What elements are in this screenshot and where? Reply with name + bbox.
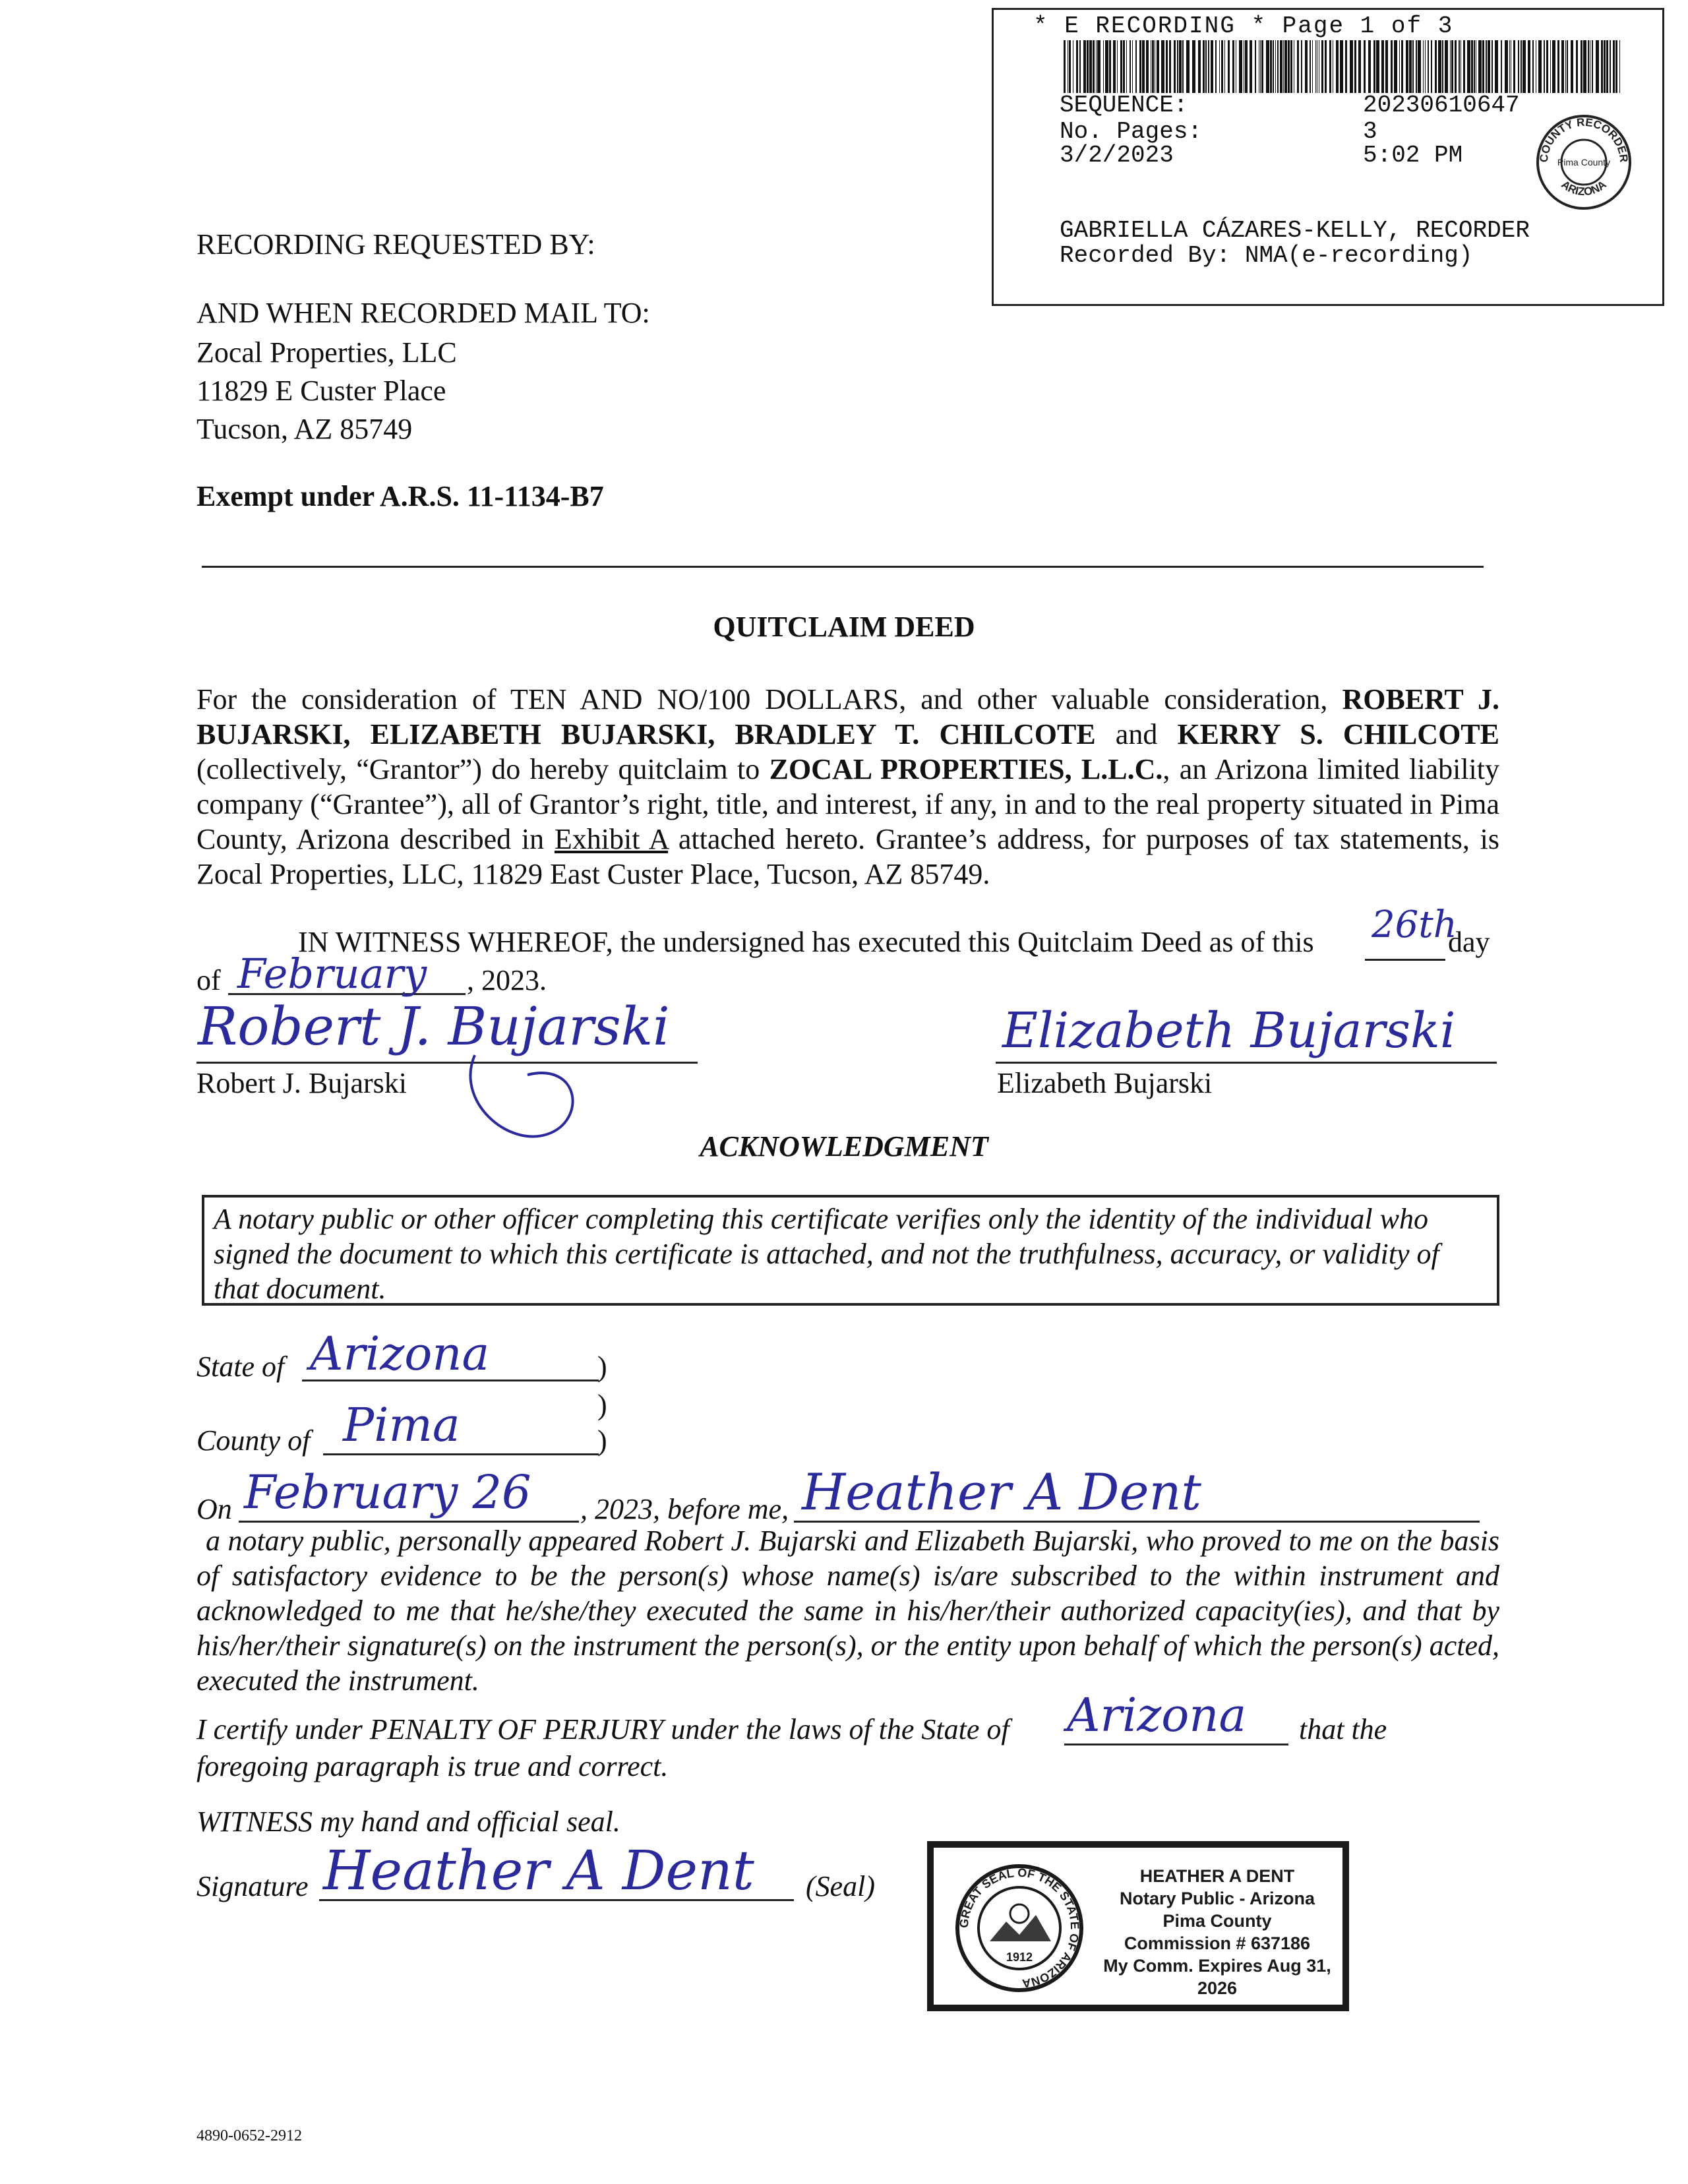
barcode-bar (1544, 40, 1545, 93)
barcode-bar (1613, 40, 1615, 93)
barcode-bar (1528, 40, 1530, 93)
barcode-bar (1336, 40, 1339, 93)
certify-text-b: that the (1299, 1713, 1387, 1745)
barcode-bar (1105, 40, 1108, 93)
header-divider (202, 566, 1484, 568)
before-me-text: , 2023, before me, (580, 1493, 789, 1525)
barcode-bar (1123, 40, 1125, 93)
barcode-bar (1518, 40, 1519, 93)
barcode-bar (1179, 40, 1182, 93)
barcode-bar (1126, 40, 1127, 93)
barcode-bar (1451, 40, 1453, 93)
barcode-bar (1280, 40, 1282, 93)
barcode-bar (1358, 40, 1361, 93)
barcode-bar (1310, 40, 1311, 93)
barcode-bar (1606, 40, 1608, 93)
notary-seal-commission: Commission # 637186 (1124, 1933, 1311, 1953)
on-date-handwritten: February 26 (244, 1465, 531, 1519)
barcode-bar (1221, 40, 1223, 93)
barcode-bar (1509, 40, 1510, 93)
barcode-bar (1588, 40, 1589, 93)
barcode-bar (1301, 40, 1302, 93)
barcode-bar (1538, 40, 1542, 93)
state-seal-year: 1912 (1006, 1951, 1033, 1964)
barcode-bar (1340, 40, 1343, 93)
county-handwritten: Pima (343, 1398, 460, 1452)
recording-date: 3/2/2023 (1060, 142, 1174, 169)
barcode-bar (1266, 40, 1269, 93)
barcode-bar (1239, 40, 1242, 93)
barcode-bar (1442, 40, 1443, 93)
barcode-bar (1208, 40, 1209, 93)
barcode-bar (1406, 40, 1408, 93)
barcode-bar (1142, 40, 1145, 93)
barcode-bar (1522, 40, 1526, 93)
barcode-bar (1325, 40, 1327, 93)
barcode-bar (1321, 40, 1323, 93)
recording-stamp-box (992, 8, 1664, 306)
barcode-bar (1438, 40, 1441, 93)
barcode-bar (1113, 40, 1116, 93)
barcode-bar (1260, 40, 1261, 93)
barcode-bar (1354, 40, 1356, 93)
county-paren: ) (597, 1424, 607, 1457)
barcode-bar (1177, 40, 1178, 93)
notary-seal-name: HEATHER A DENT (1139, 1866, 1295, 1886)
barcode-bar (1601, 40, 1603, 93)
consideration-text-4: attached hereto. Grantee’s address, for purposes of tax statements, is Zocal Properties, LLC, 11829 East Custer Place, Tucson, AZ 85749. (196, 823, 1499, 890)
barcode-bar (1232, 40, 1234, 93)
barcode-bar (1604, 40, 1606, 93)
barcode-bar (1592, 40, 1593, 93)
barcode-bar (1211, 40, 1213, 93)
barcode-bar (1521, 40, 1522, 93)
barcode-bar (1275, 40, 1276, 93)
notary-signature-handwritten: Heather A Dent (323, 1840, 754, 1902)
venue-paren: ) (597, 1389, 607, 1421)
grantor-names: ROBERT J. BUJARSKI, ELIZABETH BUJARSKI, BRADLEY T. CHILCOTE (196, 683, 1499, 750)
svg-text:ARIZONA (1559, 178, 1608, 198)
barcode-bar (1474, 40, 1475, 93)
barcode-bar (1290, 40, 1292, 93)
barcode-bar (1096, 40, 1097, 93)
barcode-bar (1350, 40, 1353, 93)
day-line (1365, 959, 1445, 961)
barcode-bar (1329, 40, 1331, 93)
barcode-bar (1546, 40, 1548, 93)
state-label: State of (196, 1350, 285, 1383)
barcode-bar (1174, 40, 1176, 93)
barcode-bar (1166, 40, 1168, 93)
barcode-bar (1492, 40, 1493, 93)
barcode-bar (1186, 40, 1190, 93)
consideration-and: and (1095, 718, 1178, 750)
document-code: 4890-0652-2912 (196, 2127, 302, 2144)
barcode-bar (1093, 40, 1095, 93)
grantee-name: ZOCAL PROPERTIES, L.L.C. (769, 753, 1163, 785)
barcode-bar (1284, 40, 1287, 93)
exempt-statement: Exempt under A.R.S. 11-1134-B7 (196, 480, 604, 512)
barcode-bar (1255, 40, 1256, 93)
notary-seal-title: Notary Public - Arizona (1119, 1889, 1315, 1908)
barcode-bar (1450, 40, 1451, 93)
barcode-bar (1277, 40, 1279, 93)
sequence-value: 20230610647 (1363, 92, 1520, 119)
notary-seal-text (1092, 1865, 1342, 1999)
day-handwritten: 26th (1372, 903, 1457, 946)
county-seal-center: Pima County (1557, 157, 1611, 167)
grantor-4-name: KERRY S. CHILCOTE (1177, 718, 1500, 750)
barcode-bar (1571, 40, 1573, 93)
barcode-bar (1416, 40, 1417, 93)
barcode-bar (1120, 40, 1122, 93)
witness-clause-text: IN WITNESS WHEREOF, the undersigned has executed this Quitclaim Deed as of this (298, 926, 1314, 958)
barcode-bar (1312, 40, 1313, 93)
barcode-bar (1550, 40, 1551, 93)
barcode-bar (1459, 40, 1460, 93)
barcode-bar (1215, 40, 1217, 93)
barcode-bar (1152, 40, 1154, 93)
recording-requested-by: RECORDING REQUESTED BY: (196, 228, 595, 260)
barcode-bar (1381, 40, 1384, 93)
barcode-bar (1079, 40, 1081, 93)
recorder-name: GABRIELLA CÁZARES-KELLY, RECORDER (1060, 217, 1530, 244)
barcode-bar (1576, 40, 1578, 93)
notary-name-handwritten: Heather A Dent (802, 1463, 1201, 1521)
barcode-bar (1501, 40, 1502, 93)
barcode-bar (1139, 40, 1141, 93)
barcode-bar (1615, 40, 1617, 93)
barcode-bar (1409, 40, 1412, 93)
barcode-bar (1455, 40, 1457, 93)
barcode-bar (1423, 40, 1424, 93)
barcode-bar (1198, 40, 1201, 93)
barcode-bar (1270, 40, 1272, 93)
barcode-bar (1103, 40, 1104, 93)
barcode-bar (1076, 40, 1078, 93)
barcode-bar (1161, 40, 1164, 93)
on-date-line (239, 1521, 579, 1523)
barcode-bar (1182, 40, 1184, 93)
signature-line-right (996, 1062, 1497, 1064)
barcode-bar (1083, 40, 1086, 93)
pages-value: 3 (1363, 118, 1377, 145)
signature-line-left (196, 1062, 698, 1064)
barcode-bar (1345, 40, 1347, 93)
barcode-bar (1297, 40, 1299, 93)
barcode-bar (1565, 40, 1566, 93)
signer-name-right: Elizabeth Bujarski (997, 1067, 1213, 1099)
barcode-bar (1288, 40, 1290, 93)
consideration-text-1: For the consideration of TEN AND NO/100 DOLLARS, and other valuable consideration, (196, 683, 1342, 715)
day-label: day (1448, 926, 1490, 958)
barcode-bar (1488, 40, 1490, 93)
county-recorder-seal (1534, 113, 1633, 212)
barcode-bar (1583, 40, 1586, 93)
barcode-bar (1087, 40, 1089, 93)
state-handwritten: Arizona (310, 1327, 490, 1381)
barcode-bar (1250, 40, 1252, 93)
barcode-bar (1219, 40, 1220, 93)
acknowledgment-notice-text: A notary public or other officer completing this certificate verifies only the identity of the individual who signed the document to which this certificate is attached, and not the truthfulness, accuracy, or validity of that document. (214, 1203, 1439, 1305)
barcode-bar (1157, 40, 1159, 93)
notary-seal-stamp (927, 1841, 1349, 2011)
barcode-bar (1169, 40, 1171, 93)
barcode-bar (1471, 40, 1473, 93)
state-seal-ring-text: GREAT SEAL OF THE STATE OF ARIZONA (957, 1866, 1082, 1991)
seal-label: (Seal) (806, 1870, 876, 1902)
barcode-bar (1399, 40, 1400, 93)
sequence-label: SEQUENCE: (1060, 92, 1188, 119)
barcode-bar (1203, 40, 1205, 93)
certify-text-a: I certify under PENALTY OF PERJURY under the laws of the State of (196, 1713, 1010, 1745)
barcode-bar (1401, 40, 1403, 93)
barcode-bar (1581, 40, 1582, 93)
signature-left-handwritten: Robert J. Bujarski (198, 996, 670, 1057)
certify-state-handwritten: Arizona (1067, 1688, 1247, 1742)
barcode-bar (1428, 40, 1429, 93)
barcode-bar (1567, 40, 1568, 93)
mail-address-line-2: 11829 E Custer Place (196, 375, 446, 407)
barcode-bar (1192, 40, 1195, 93)
acknowledgment-body: a notary public, personally appeared Robert J. Bujarski and Elizabeth Bujarski, who proved to me on the basis of satisfactory evidence to be the person(s) whose name(s) is/are subscribed to the within instrument and acknowledged to me that he/she/they executed the same in his/her/their authorized capacity(ies), and that by his/her/their signature(s) on the instrument the person(s), or the entity upon behalf of which the person(s) acted, executed the instrument. (196, 1525, 1499, 1697)
barcode-bar (1561, 40, 1564, 93)
barcode-bar (1610, 40, 1611, 93)
witness-seal-line: WITNESS my hand and official seal. (196, 1805, 620, 1838)
barcode-bar (1117, 40, 1118, 93)
barcode-bar (1463, 40, 1465, 93)
signer-name-left: Robert J. Bujarski (196, 1067, 407, 1099)
on-label: On (196, 1493, 232, 1525)
consideration-text-3: , an Arizona limited liability company (“Grantee”), all of Grantor’s right, title, and interest, if any, in and to the real property situated in Pima County, Arizona described in (196, 753, 1500, 855)
certify-text-c: foregoing paragraph is true and correct. (196, 1750, 669, 1782)
barcode-bar (1109, 40, 1111, 93)
exhibit-reference: Exhibit A (554, 823, 669, 855)
barcode-bar (1425, 40, 1426, 93)
barcode-bar (1557, 40, 1559, 93)
barcode-bar (1376, 40, 1379, 93)
barcode-bar (1394, 40, 1397, 93)
barcode-bar (1418, 40, 1421, 93)
year-text: , 2023. (467, 964, 547, 996)
barcode-bar (1283, 40, 1284, 93)
recorded-by: Recorded By: NMA(e-recording) (1060, 242, 1473, 269)
barcode-bar (1482, 40, 1484, 93)
county-seal-ring-top: COUNTY RECORDER (1537, 115, 1631, 164)
acknowledgment-title: ACKNOWLEDGMENT (700, 1130, 988, 1163)
month-handwritten: February (237, 950, 427, 998)
notary-seal-expires: My Comm. Expires Aug 31, 2026 (1103, 1956, 1331, 1998)
barcode-bar (1486, 40, 1487, 93)
barcode-bar (1064, 40, 1066, 93)
consideration-paragraph (196, 682, 1499, 892)
barcode-bar (1305, 40, 1308, 93)
signature-label: Signature (196, 1870, 309, 1902)
barcode-bar (1435, 40, 1437, 93)
state-paren: ) (597, 1350, 607, 1383)
barcode (1064, 40, 1620, 93)
of-label: of (196, 964, 221, 996)
recording-time: 5:02 PM (1363, 142, 1463, 169)
signature-right-handwritten: Elizabeth Bujarski (1002, 1002, 1456, 1059)
barcode-bar (1505, 40, 1508, 93)
barcode-bar (1596, 40, 1599, 93)
barcode-bar (1495, 40, 1498, 93)
barcode-bar (1224, 40, 1225, 93)
barcode-bar (1431, 40, 1432, 93)
barcode-bar (1412, 40, 1414, 93)
document-title: QUITCLAIM DEED (713, 611, 975, 643)
certify-state-line (1064, 1744, 1288, 1745)
pages-label: No. Pages: (1060, 118, 1203, 145)
barcode-bar (1364, 40, 1366, 93)
barcode-bar (1478, 40, 1482, 93)
barcode-bar (1532, 40, 1534, 93)
mail-address-line-1: Zocal Properties, LLC (196, 336, 457, 369)
barcode-bar (1135, 40, 1137, 93)
barcode-bar (1261, 40, 1263, 93)
county-label: County of (196, 1424, 311, 1457)
barcode-bar (1619, 40, 1620, 93)
consideration-text-2: (collectively, “Grantor”) do hereby quitclaim to (196, 753, 769, 785)
notary-seal-county: Pima County (1162, 1911, 1272, 1931)
mail-address-line-3: Tucson, AZ 85749 (196, 413, 413, 445)
arizona-state-seal (953, 1862, 1085, 1994)
barcode-bar (1097, 40, 1100, 93)
barcode-bar (1069, 40, 1071, 93)
barcode-bar (1273, 40, 1274, 93)
barcode-bar (1445, 40, 1448, 93)
barcode-bar (1373, 40, 1375, 93)
barcode-bar (1130, 40, 1131, 93)
county-seal-ring-bottom: ARIZONA (1559, 178, 1609, 198)
barcode-bar (1245, 40, 1248, 93)
barcode-bar (1228, 40, 1230, 93)
barcode-bar (1205, 40, 1207, 93)
barcode-bar (1385, 40, 1388, 93)
recording-header: * E RECORDING * Page 1 of 3 (1033, 13, 1454, 40)
barcode-bar (1315, 40, 1316, 93)
barcode-bar (1513, 40, 1515, 93)
barcode-bar (1146, 40, 1149, 93)
barcode-bar (1552, 40, 1555, 93)
county-line (323, 1453, 599, 1455)
barcode-bar (1467, 40, 1470, 93)
acknowledgment-notice-box (202, 1195, 1499, 1306)
barcode-bar (1391, 40, 1393, 93)
mail-to-label: AND WHEN RECORDED MAIL TO: (196, 297, 650, 329)
barcode-bar (1089, 40, 1092, 93)
barcode-bar (1368, 40, 1371, 93)
barcode-bar (1132, 40, 1133, 93)
